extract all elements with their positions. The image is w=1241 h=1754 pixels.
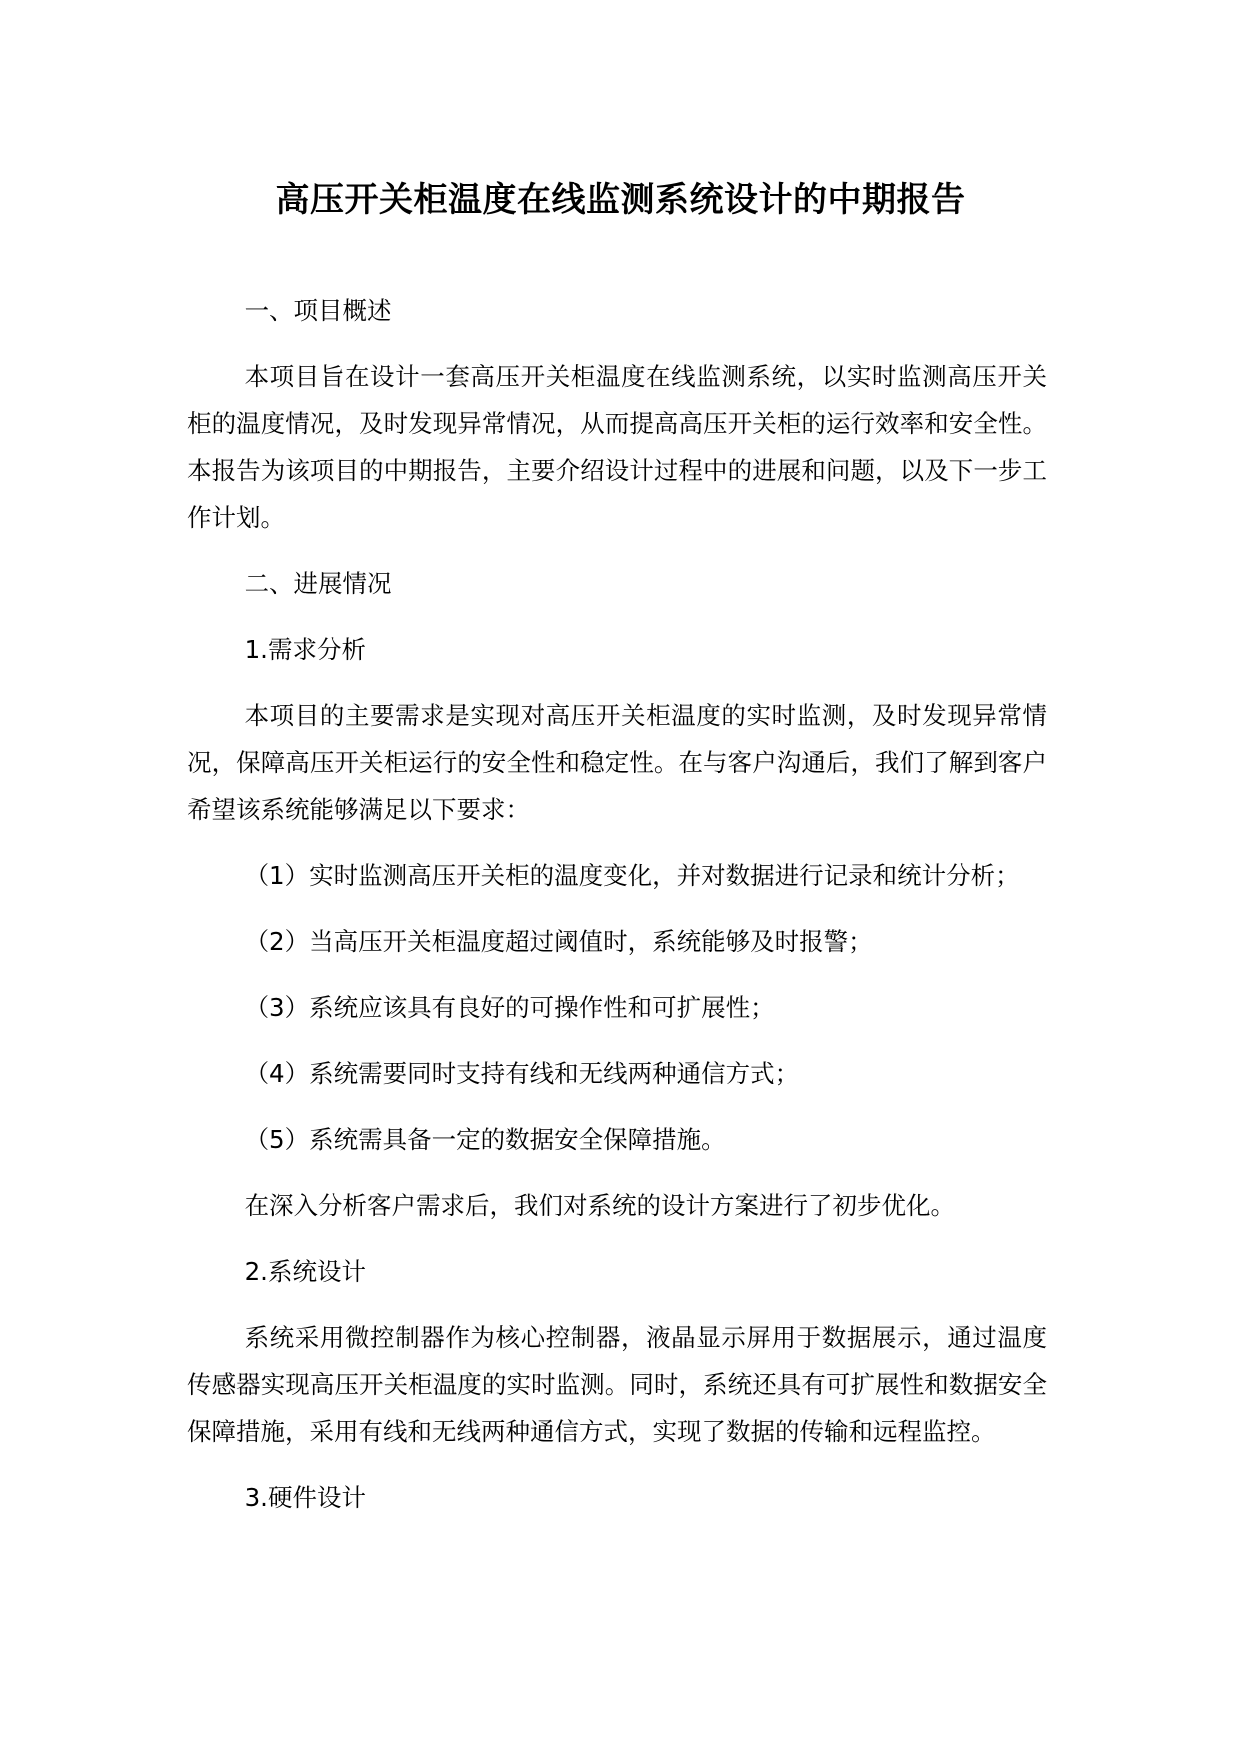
document-title: 高压开关柜温度在线监测系统设计的中期报告	[275, 180, 966, 220]
paragraph-system-design: 系统采用微控制器作为核心控制器，液晶显示屏用于数据展示，通过温度传感器实现高压开关柜温度的实时监测。同时，系统还具有可扩展性和数据安全保障措施，采用有线和无线两种通信方式，实现了数据的传输和远程监控。	[187, 1323, 1047, 1446]
requirement-item-5: （5）系统需具备一定的数据安全保障措施。	[244, 1125, 726, 1154]
section-heading-progress: 二、进展情况	[244, 569, 392, 598]
paragraph-overview: 本项目旨在设计一套高压开关柜温度在线监测系统，以实时监测高压开关柜的温度情况，及时发现异常情况，从而提高高压开关柜的运行效率和安全性。本报告为该项目的中期报告，主要介绍设计过程中的进展和问题，以及下一步工作计划。	[187, 362, 1047, 532]
document-body	[187, 287, 1047, 1540]
subsection-heading-system-design: 2.系统设计	[244, 1257, 366, 1286]
section-heading-overview: 一、项目概述	[244, 296, 392, 325]
requirement-item-1: （1）实时监测高压开关柜的温度变化，并对数据进行记录和统计分析；	[244, 861, 1020, 890]
requirement-item-2: （2）当高压开关柜温度超过阈值时，系统能够及时报警；	[244, 927, 873, 956]
requirement-item-3: （3）系统应该具有良好的可操作性和可扩展性；	[244, 993, 775, 1022]
subsection-heading-requirements: 1.需求分析	[244, 635, 366, 664]
requirement-item-4: （4）系统需要同时支持有线和无线两种通信方式；	[244, 1059, 800, 1088]
paragraph-optimization: 在深入分析客户需求后，我们对系统的设计方案进行了初步优化。	[244, 1191, 956, 1220]
subsection-heading-hardware-design: 3.硬件设计	[244, 1483, 366, 1512]
paragraph-requirements: 本项目的主要需求是实现对高压开关柜温度的实时监测，及时发现异常情况，保障高压开关柜运行的安全性和稳定性。在与客户沟通后，我们了解到客户希望该系统能够满足以下要求：	[187, 701, 1047, 824]
